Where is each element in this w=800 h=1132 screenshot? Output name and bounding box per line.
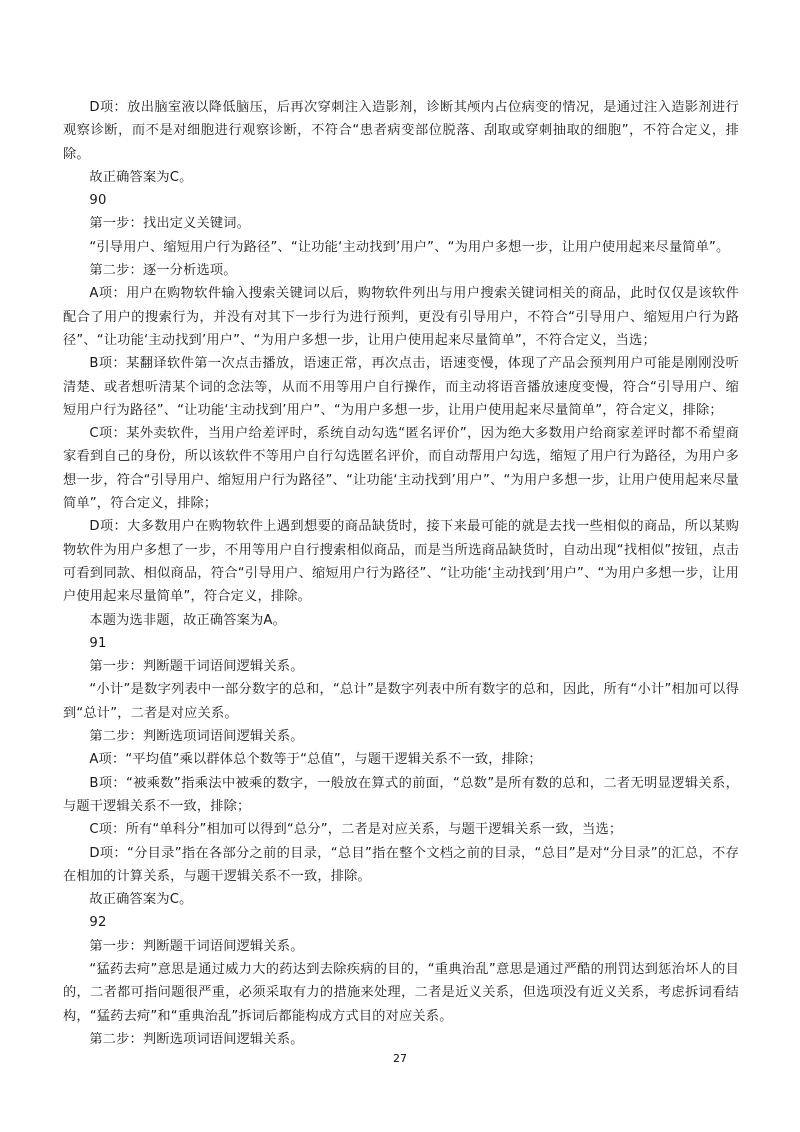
question-number: 92 <box>89 915 107 931</box>
paragraph: B项：“被乘数”指乘法中被乘的数字，一般放在算式的前面，“总数”是所有数的总和，二者无明显逻辑关系，与题干逻辑关系不一致，排除； <box>63 775 739 814</box>
question-number: 90 <box>89 193 107 209</box>
question-number: 91 <box>89 635 107 651</box>
paragraph: 故正确答案为C。 <box>89 169 193 185</box>
paragraph: A项：“平均值”乘以群体总个数等于“总值”，与题干逻辑关系不一致，排除； <box>89 752 542 768</box>
paragraph: C项：某外卖软件，当用户给差评时，系统自动勾选“匿名评价”，因为绝大多数用户给商家差评时都不希望商家看到自己的身份，所以该软件不等用户自行勾选匿名评价，而自动帮用户勾选，缩短了用户行为路径，为用户多想一步，符合“引导用户、缩短用户行为路径”、“让功能‘主动找到’用户”、“为用户多想一步，让用户使用起来尽量简单”，符合定义，排除； <box>63 426 739 512</box>
paragraph: D项：大多数用户在购物软件上遇到想要的商品缺货时，接下来最可能的就是去找一些相似的商品，所以某购物软件为用户多想了一步，不用等用户自行搜索相似商品，而是当所选商品缺货时，自动出现“找相似”按钮，点击可看到同款、相似商品，符合“引导用户、缩短用户行为路径”、“让功能‘主动找到’用户”、“为用户多想一步，让用户使用起来尽量简单”，符合定义，排除。 <box>63 519 739 605</box>
paragraph: D项：放出脑室液以降低脑压，后再次穿刺注入造影剂，诊断其颅内占位病变的情况，是通过注入造影剂进行观察诊断，而不是对细胞进行观察诊断，不符合“患者病变部位脱落、刮取或穿刺抽取的细胞”，不符合定义，排除。 <box>63 100 739 162</box>
paragraph: 故正确答案为C。 <box>89 892 193 908</box>
paragraph: “猛药去疴”意思是通过威力大的药达到去除疾病的目的，“重典治乱”意思是通过严酷的刑罚达到惩治坏人的目的，二者都可指问题很严重，必须采取有力的措施来处理，二者是近义关系，但选项没有近义关系，考虑拆词看结构，“猛药去疴”和“重典治乱”拆词后都能构成方式目的对应关系。 <box>63 961 739 1024</box>
paragraph: 第二步：判断选项词语间逻辑关系。 <box>89 729 304 745</box>
paragraph: “引导用户、缩短用户行为路径”、“让功能‘主动找到’用户”、“为用户多想一步，让用户使用起来尽量简单”。 <box>89 239 730 255</box>
paragraph: D项：“分目录”指在各部分之前的目录，“总目”指在整个文档之前的目录，“总目”是对“分目录”的汇总，不存在相加的计算关系，与题干逻辑关系不一致，排除。 <box>63 845 739 884</box>
paragraph: 本题为选非题，故正确答案为A。 <box>89 612 287 628</box>
answer-explanation-body <box>63 96 739 1051</box>
paragraph: 第二步：逐一分析选项。 <box>89 263 237 279</box>
paragraph: 第一步：找出定义关键词。 <box>89 216 251 232</box>
paragraph: 第二步：判断选项词语间逻辑关系。 <box>89 1031 304 1047</box>
paragraph: 第一步：判断题干词语间逻辑关系。 <box>89 938 304 954</box>
paragraph: C项：所有“单科分”相加可以得到“总分”，二者是对应关系，与题干逻辑关系一致，当选； <box>89 822 623 838</box>
paragraph: “小计”是数字列表中一部分数字的总和，“总计”是数字列表中所有数字的总和，因此，所有“小计”相加可以得到“总计”，二者是对应关系。 <box>63 682 739 721</box>
page-number: 27 <box>393 1052 407 1065</box>
paragraph: 第一步：判断题干词语间逻辑关系。 <box>89 659 304 675</box>
paragraph: B项：某翻译软件第一次点击播放，语速正常，再次点击，语速变慢，体现了产品会预判用户可能是刚刚没听清楚、或者想听清某个词的念法等，从而不用等用户自行操作，而主动将语音播放速度变慢，符合“引导用户、缩短用户行为路径”、“让功能‘主动找到’用户”、“为用户多想一步，让用户使用起来尽量简单”，符合定义，排除； <box>63 356 739 418</box>
paragraph: A项：用户在购物软件输入搜索关键词以后，购物软件列出与用户搜索关键词相关的商品，此时仅仅是该软件配合了用户的搜索行为，并没有对其下一步行为进行预判，更没有引导用户，不符合“引导用户、缩短用户行为路径”、“让功能‘主动找到’用户”、“为用户多想一步，让用户使用起来尽量简单”，不符合定义，当选； <box>63 286 739 348</box>
